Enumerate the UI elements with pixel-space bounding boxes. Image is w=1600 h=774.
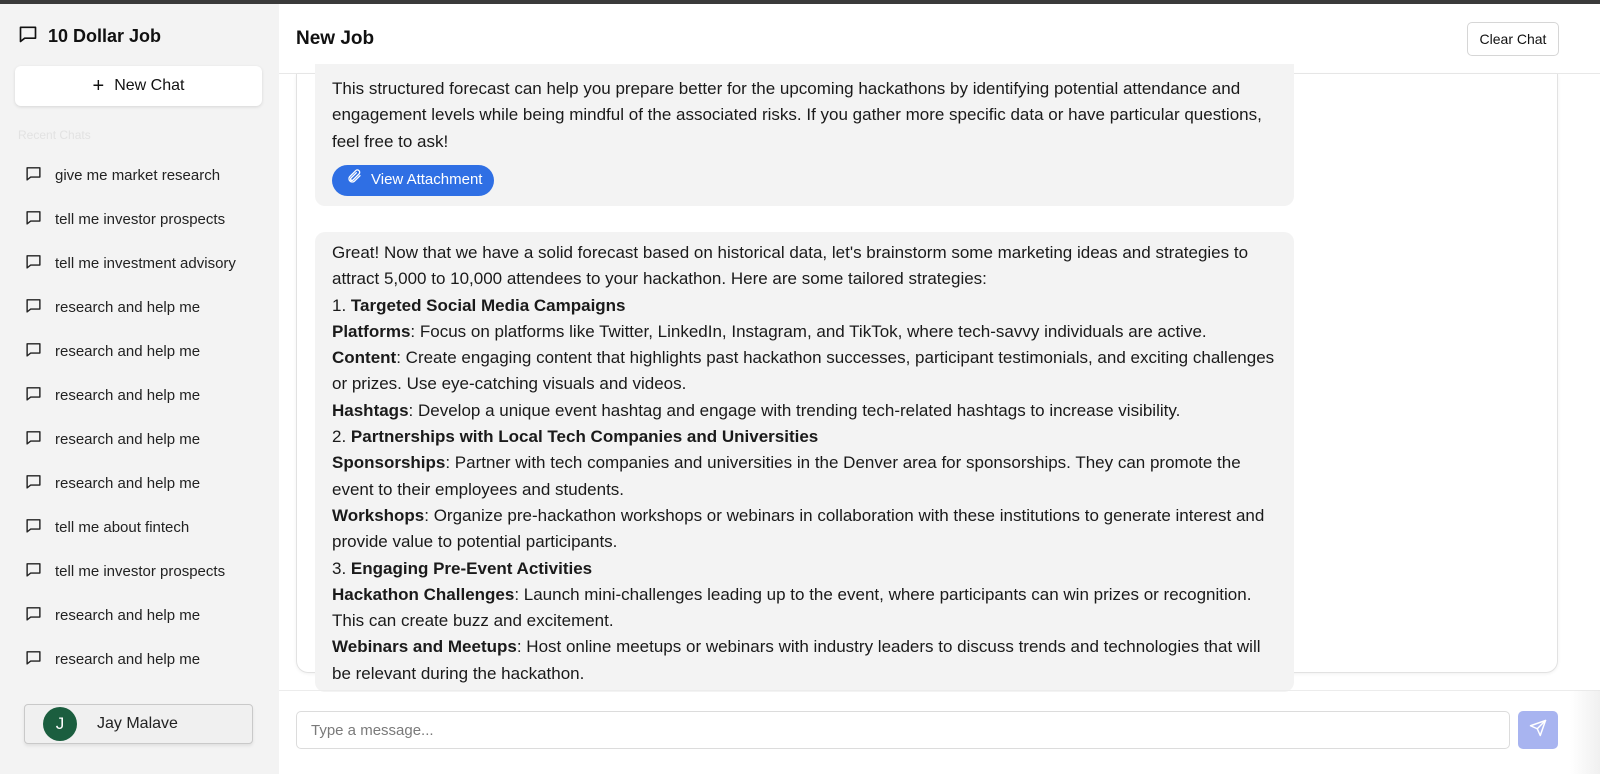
main-panel (279, 4, 1600, 774)
assistant-message (315, 64, 1294, 206)
section-number: 2. (332, 427, 347, 447)
new-chat-button[interactable] (15, 66, 262, 106)
point-term: Content (332, 348, 397, 368)
point-term: Platforms (332, 321, 411, 341)
point-term: Sponsorships (332, 453, 446, 473)
message-input[interactable] (296, 711, 1510, 749)
section-heading (332, 293, 1277, 319)
strategy-point (332, 582, 1277, 635)
sidebar-chat-item[interactable] (0, 285, 279, 329)
sidebar-item-label: research and help me (55, 430, 201, 448)
chat-bubble-icon (25, 429, 42, 450)
sidebar-item-label: research and help me (55, 386, 201, 404)
section-number: 3. (332, 558, 347, 578)
sidebar-chat-item[interactable] (0, 593, 279, 637)
chat-bubble-icon (25, 341, 42, 362)
chat-bubble-icon (25, 297, 42, 318)
sidebar-chat-item[interactable] (0, 637, 279, 681)
sidebar-item-label: tell me investor prospects (55, 210, 226, 228)
section-heading (332, 556, 1277, 582)
recent-chats-heading: Recent Chats (18, 128, 91, 142)
strategy-point (332, 345, 1277, 398)
chat-bubble-icon (25, 253, 42, 274)
sidebar-chat-item[interactable] (0, 461, 279, 505)
new-chat-label: New Chat (114, 77, 185, 94)
strategy-point (332, 450, 1277, 503)
point-text: : Organize pre-hackathon workshops or webinars in collaboration with these institutions to generate interest and provide value to potential participants. (332, 505, 1265, 552)
composer (279, 690, 1600, 774)
sidebar-item-label: research and help me (55, 298, 201, 316)
strategy-point (332, 398, 1277, 424)
point-text: : Develop a unique event hashtag and engage with trending tech-related hashtags to increase visibility. (408, 400, 1181, 420)
view-attachment-label: View Attachment (371, 171, 483, 189)
sidebar-chat-item[interactable] (0, 241, 279, 285)
message-text: This structured forecast can help you prepare better for the upcoming hackathons by identifying potential attendance and engagement levels while being mindful of the associated risks. If you gather more specific data or have particular questions, feel free to ask! (332, 79, 1262, 151)
sidebar-chat-item[interactable] (0, 549, 279, 593)
sidebar (0, 4, 279, 774)
chat-bubble-icon (25, 561, 42, 582)
point-text: : Launch mini-challenges leading up to the event, where participants can win prizes or recognition. This can create buzz and excitement. (332, 584, 1252, 631)
strategy-point (332, 634, 1277, 687)
sidebar-chat-item[interactable] (0, 373, 279, 417)
sidebar-item-label: tell me investor prospects (55, 562, 226, 580)
section-title: Engaging Pre-Event Activities (350, 558, 593, 578)
point-term: Webinars and Meetups (332, 637, 517, 657)
sidebar-item-label: research and help me (55, 474, 201, 492)
point-text: : Create engaging content that highlights past hackathon successes, participant testimonials, and exciting challenges or prizes. Use eye-catching visuals and videos. (332, 348, 1275, 394)
message-intro: Great! Now that we have a solid forecast based on historical data, let's brainstorm some marketing ideas and strategies to attract 5,000 to 10,000 attendees to your hackathon. Here are some tailored strategies: (332, 243, 1249, 289)
page-title: New Job (296, 28, 375, 49)
section-heading (332, 424, 1277, 450)
point-term: Workshops (332, 505, 425, 525)
strategy-point (332, 503, 1277, 556)
avatar: J (43, 707, 77, 741)
sidebar-chat-item[interactable] (0, 505, 279, 549)
brand (18, 24, 161, 49)
strategy-point (332, 319, 1277, 345)
sidebar-item-label: tell me investment advisory (55, 254, 236, 272)
point-term: Hashtags (332, 400, 409, 420)
sidebar-chat-item[interactable] (0, 417, 279, 461)
point-text: : Host online meetups or webinars with industry leaders to discuss trends and technologies that will be relevant during the hackathon. (332, 637, 1261, 683)
chat-bubble-icon (25, 517, 42, 538)
chat-messages-panel[interactable] (296, 74, 1558, 683)
chat-bubble-icon (25, 473, 42, 494)
chat-bubble-icon (25, 209, 42, 230)
assistant-message (315, 232, 1294, 692)
sidebar-item-label: tell me about fintech (55, 518, 190, 536)
sidebar-item-label: give me market research (55, 166, 221, 184)
view-attachment-button[interactable] (332, 165, 494, 196)
chat-bubble-icon (25, 605, 42, 626)
chat-bubble-icon (25, 385, 42, 406)
sidebar-chat-item[interactable] (0, 197, 279, 241)
sidebar-chat-item[interactable] (0, 153, 279, 197)
section-number: 1. (332, 295, 347, 315)
section-title: Targeted Social Media Campaigns (350, 295, 626, 315)
point-term: Hackathon Challenges (332, 584, 515, 604)
sidebar-item-label: research and help me (55, 606, 201, 624)
section-title: Partnerships with Local Tech Companies and Universities (350, 427, 819, 447)
user-profile-button[interactable] (24, 704, 253, 744)
send-icon (1529, 719, 1547, 742)
chat-history-list (0, 153, 279, 674)
paperclip-icon (346, 167, 362, 193)
plus-icon: + (92, 75, 105, 97)
app-title: 10 Dollar Job (48, 26, 162, 46)
sidebar-chat-item[interactable] (0, 329, 279, 373)
chat-bubble-icon (25, 649, 42, 670)
point-text: : Focus on platforms like Twitter, LinkedIn, Instagram, and TikTok, where tech-savvy individuals are active. (410, 321, 1207, 341)
user-name: Jay Malave (97, 715, 178, 732)
sidebar-item-label: research and help me (55, 342, 201, 360)
send-button[interactable] (1518, 711, 1558, 749)
clear-chat-button[interactable]: Clear Chat (1467, 22, 1559, 56)
chat-bubble-icon (18, 24, 38, 49)
point-text: : Partner with tech companies and universities in the Denver area for sponsorships. They can promote the event to their employees and students. (332, 453, 1241, 499)
chat-bubble-icon (25, 165, 42, 186)
sidebar-item-label: research and help me (55, 650, 201, 668)
